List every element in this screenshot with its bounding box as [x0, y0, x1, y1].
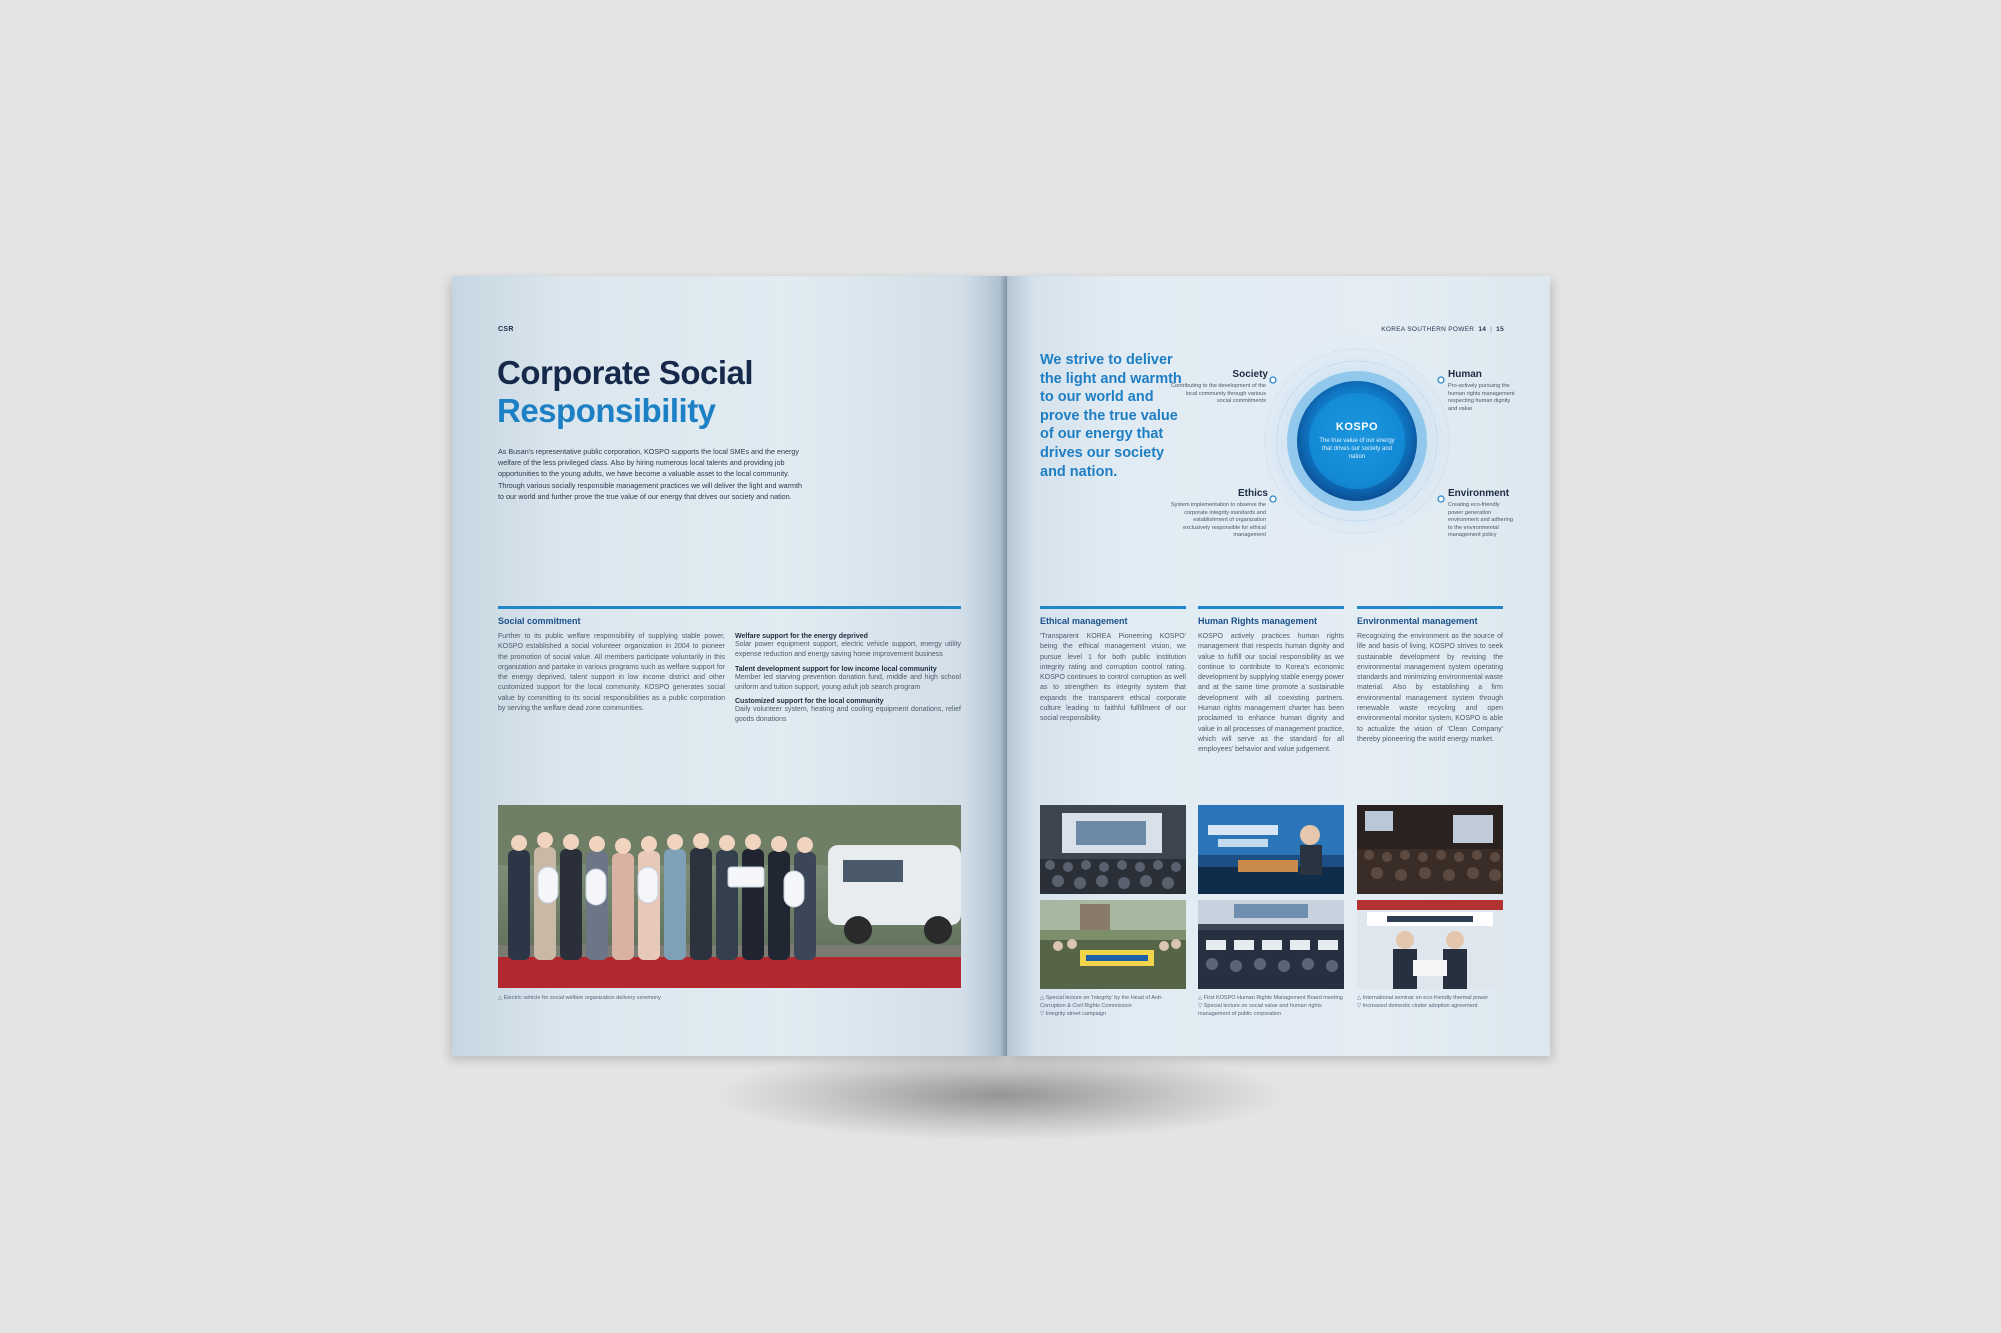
section-rule [498, 606, 961, 609]
human-desc: Pro-actively pursuing the human rights management respecting human dignity and value [1448, 383, 1515, 412]
human-rights-board-photo [1198, 805, 1344, 894]
human-label: Human [1448, 369, 1482, 380]
booklet-shadow [720, 1050, 1280, 1140]
society-desc: Contributing to the development of the local community through various social commitments [1171, 383, 1266, 404]
eco-seminar-photo [1357, 805, 1503, 894]
diagram-center-text: The true value of our energy that drives our society and nation [1319, 438, 1395, 460]
ethical-captions [1040, 994, 1186, 1018]
value-diagram [1170, 331, 1515, 551]
cinder-agreement-photo [1357, 900, 1503, 989]
left-page [452, 276, 1007, 1056]
environmental-rule [1357, 606, 1503, 609]
page-number-left: 14 [1478, 326, 1487, 333]
tagline: We strive to deliver the light and warmth to our world and prove the true value of our energy that drives our society and nation. [1040, 352, 1182, 480]
ethical-management-title: Ethical management [1040, 616, 1128, 626]
support-body: Member led starving prevention donation fund, middle and high school uniform and tuition support, young adult job search program [735, 673, 961, 691]
page-header: KOREA SOUTHERN POWER 14 | 15 [1381, 326, 1504, 333]
human-rights-body: KOSPO actively practices human rights management that respects human dignity and value to fulfill our social responsibility as we continue to contribute to Korea's economic development by supplying stable energy power and at the same time promote a sustainable development with all coexisting partners. Human rights management charter has been proclaimed to enhance human dignity and value in all processes of management practice, which will serve as the standard for all employees' behavior and value judgement. [1198, 633, 1344, 754]
environmental-caption-1: △ International seminar on eco-friendly thermal power [1357, 995, 1489, 1001]
environmental-caption-2: ▽ Increased domestic cinder adoption agreement [1357, 1003, 1478, 1009]
social-value-lecture-photo [1198, 900, 1344, 989]
support-heading: Welfare support for the energy deprived [735, 633, 868, 640]
ethical-caption-1: △ Special lecture on 'Integrity' by the Head of Anti-Corruption & Civil Rights Commission [1040, 995, 1163, 1009]
environmental-captions [1357, 994, 1503, 1010]
ethical-management-body: 'Transparent KOREA Pioneering KOSPO' being the ethical management vision, we pursue level 1 for both public institution integrity rating and corruption control rating. KOSPO continues to control corruption as well as to strengthen its integrity system that expands the transparent ethical corporate culture leading to faithful fulfillment of our social responsibility. [1040, 633, 1186, 723]
integrity-lecture-photo [1040, 805, 1186, 894]
human-rights-captions [1198, 994, 1344, 1018]
ev-ceremony-photo [498, 805, 961, 988]
page-title-line2: Responsibility [497, 392, 716, 429]
support-item [735, 666, 961, 694]
ethical-caption-2: ▽ Integrity street campaign [1040, 1011, 1106, 1017]
kospo-logo: KOSPO [1335, 421, 1379, 433]
support-heading: Customized support for the local community [735, 698, 884, 706]
support-body: Daily volunteer system, heating and cooling equipment donations, relief goods donations [735, 706, 961, 724]
page-title-line1: Corporate Social [497, 354, 754, 391]
ev-photo-caption: △ Electric vehicle for social welfare organization delivery ceremony [498, 995, 661, 1001]
social-commitment-body: Further to its public welfare responsibility of supplying stable power, KOSPO established a social volunteer organization in 2004 to pioneer the promotion of social value. All members participate voluntarily in this organization and partake in various programs such as welfare support for the energy deprived, talent support in low income district and other customized support for the local community. KOSPO generates social value by committing to its social responsibilities as a public corporation by serving the welfare dead zone communities. [498, 633, 725, 713]
society-label: Society [1232, 369, 1268, 380]
section-tag: CSR [498, 326, 514, 333]
integrity-campaign-photo [1040, 900, 1186, 989]
social-commitment-title: Social commitment [498, 616, 581, 626]
human-rights-title: Human Rights management [1198, 616, 1318, 626]
intro-paragraph: As Busan's representative public corporation, KOSPO supports the local SMEs and the energy welfare of the less privileged class. Also by hiring numerous local talents and providing job opportunities to the young adults, we have become a valuable asset to the local community. Through various socially responsible management practices we will deliver the light and warmth to our world and further prove the true value of our energy that drives our society and nation. [498, 447, 803, 501]
human-rights-rule [1198, 606, 1344, 609]
ethical-rule [1040, 606, 1186, 609]
support-heading: Talent development support for low income local community [735, 665, 937, 673]
environment-label: Environment [1448, 488, 1510, 499]
page-number-right: 15 [1496, 326, 1504, 333]
environment-desc: Creating eco-friendly power generation environment and adhering to the environmental management policy [1448, 502, 1513, 538]
support-body: Solar power equipment support, electric vehicle support, energy utility expense reduction and energy saving home improvement business [735, 641, 961, 659]
environmental-management-body: Recognizing the environment as the source of life and basis of living, KOSPO strives to seek sustainable development by revising the environmental management system operating standards and minimizing environmental waste material. Also by establishing a firm environmental management system through renewable waste recycling and open environmental monitor system, KOSPO is able to actualize the vision of 'Clean Company' thereby pioneering the world energy market. [1357, 633, 1503, 743]
right-page [1007, 276, 1550, 1056]
support-item [735, 633, 961, 661]
environmental-management-title: Environmental management [1357, 616, 1478, 626]
human-rights-caption-2: ▽ Special lecture on social value and human rights management of public corporation [1198, 1003, 1322, 1017]
human-rights-caption-1: △ First KOSPO Human Rights Management Board meeting [1198, 995, 1343, 1001]
support-list [735, 633, 961, 726]
support-item [735, 698, 961, 726]
ethics-label: Ethics [1237, 488, 1268, 499]
ethics-desc: System implementation to observe the corporate integrity standards and establishment of organization exclusively responsible for ethical management [1170, 502, 1266, 538]
brand-header: KOREA SOUTHERN POWER [1381, 326, 1475, 333]
